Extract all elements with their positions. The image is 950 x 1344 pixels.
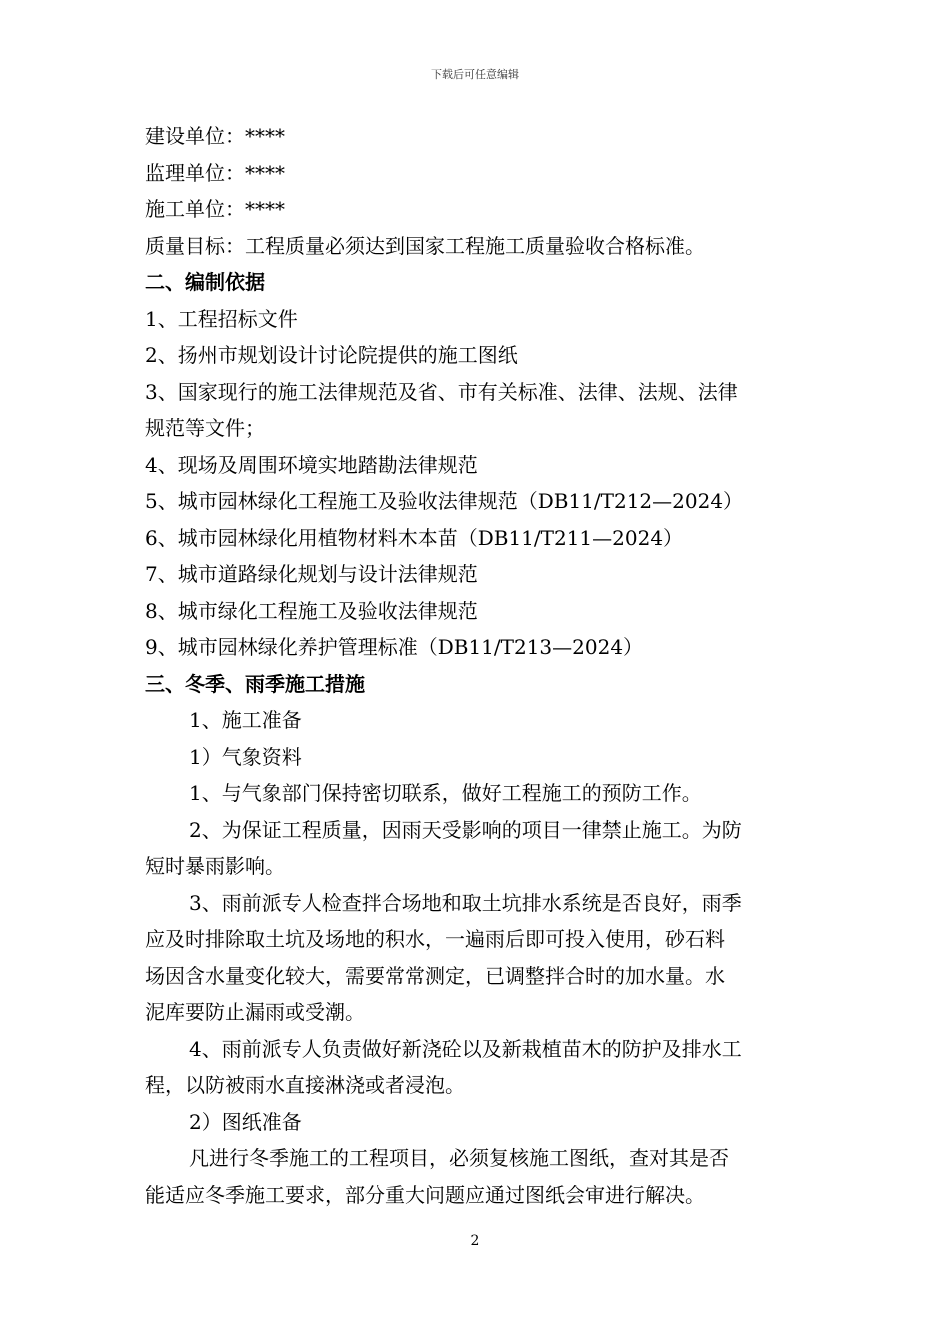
text-line: 泥库要防止漏雨或受潮。 — [145, 1000, 365, 1024]
text-line: 2）图纸准备 — [189, 1109, 302, 1134]
text-line: 2、为保证工程质量，因雨天受影响的项目一律禁止施工。为防 — [189, 817, 742, 842]
text-line: 4、雨前派专人负责做好新浇砼以及新栽植苗木的防护及排水工 — [189, 1036, 742, 1061]
section-heading: 三、冬季、雨季施工措施 — [145, 671, 365, 696]
text-line: 5、城市园林绿化工程施工及验收法律规范（DB11/T212—2024） — [145, 489, 744, 513]
text-line: 应及时排除取土坑及场地的积水，一遍雨后即可投入使用，砂石料 — [145, 927, 725, 951]
text-line: 监理单位：**** — [145, 160, 285, 185]
text-line: 3、国家现行的施工法律规范及省、市有关标准、法律、法规、法律 — [145, 379, 738, 404]
document-body — [145, 118, 810, 1213]
text-line: 9、城市园林绿化养护管理标准（DB11/T213—2024） — [145, 635, 644, 659]
text-line: 1）气象资料 — [189, 744, 302, 769]
header-note: 下载后可任意编辑 — [431, 68, 519, 81]
text-line: 2、扬州市规划设计讨论院提供的施工图纸 — [145, 343, 518, 367]
text-line: 4、现场及周围环境实地踏勘法律规范 — [145, 452, 478, 477]
text-line: 8、城市绿化工程施工及验收法律规范 — [145, 598, 478, 623]
text-line: 质量目标：工程质量必须达到国家工程施工质量验收合格标准。 — [145, 233, 705, 258]
text-line: 施工单位：**** — [145, 197, 285, 221]
section-heading: 二、编制依据 — [145, 270, 265, 294]
text-line: 1、与气象部门保持密切联系，做好工程施工的预防工作。 — [189, 781, 702, 805]
text-line: 建设单位：**** — [145, 124, 285, 148]
text-line: 能适应冬季施工要求，部分重大问题应通过图纸会审进行解决。 — [145, 1182, 705, 1207]
text-line: 3、雨前派专人检查拌合场地和取土坑排水系统是否良好，雨季 — [189, 890, 742, 915]
text-line: 7、城市道路绿化规划与设计法律规范 — [145, 562, 478, 586]
text-line: 规范等文件； — [145, 416, 265, 440]
text-line: 1、施工准备 — [189, 708, 302, 732]
text-line: 场因含水量变化较大，需要常常测定，已调整拌合时的加水量。水 — [145, 963, 725, 988]
text-line: 凡进行冬季施工的工程项目，必须复核施工图纸，查对其是否 — [189, 1146, 729, 1170]
text-line: 程，以防被雨水直接淋浇或者浸泡。 — [145, 1073, 465, 1097]
text-line: 短时暴雨影响。 — [145, 854, 285, 878]
text-line: 1、工程招标文件 — [145, 306, 298, 331]
page-number: 2 — [470, 1233, 480, 1249]
text-line: 6、城市园林绿化用植物材料木本苗（DB11/T211—2024） — [145, 525, 684, 550]
